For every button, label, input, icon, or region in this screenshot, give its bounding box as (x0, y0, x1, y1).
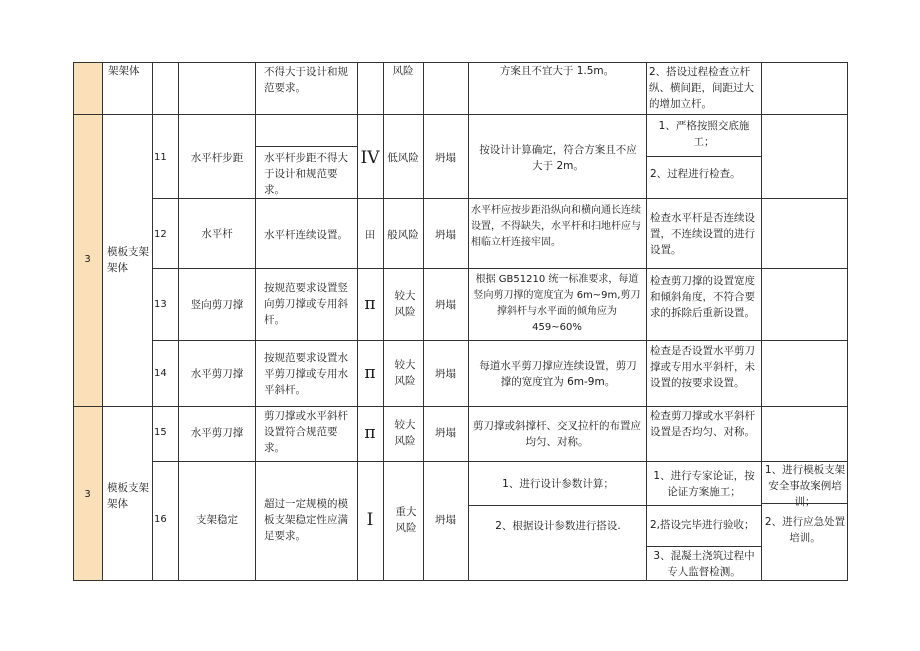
row13-level: 较大风险 (394, 290, 416, 318)
row14-check: 检查是否设置水平剪刀撑或专用水平斜杆，未设置的按要求设置。 (650, 345, 755, 389)
row15-level: 较大风险 (394, 419, 416, 447)
row12-hazard: 坍塌 (435, 229, 456, 241)
row12-symbol: 田 (364, 229, 376, 241)
row11-hazard: 坍塌 (435, 152, 456, 164)
row12-level: 般风险 (387, 229, 419, 241)
row14-symbol: π (364, 363, 376, 383)
row14-hazard: 坍塌 (435, 368, 456, 380)
row16-check-3: 3、混凝土浇筑过程中专人监督检测。 (653, 550, 755, 578)
row11-check-1: 1、严格按照交底施工； (658, 120, 750, 148)
top-standard: 不得大于设计和规范要求。 (264, 66, 348, 94)
row11-basis: 按设计计算确定，符合方案且不应大于 2m。 (479, 144, 637, 172)
row11-check-2: 2、过程进行检查。 (650, 168, 741, 180)
seq-shade-top (73, 62, 102, 114)
group2-category: 模板支架架体 (107, 482, 149, 510)
row12-basis: 水平杆应按步距沿纵向和横向通长连续设置，不得缺失，水平杆和扫地杆应与相临立杆连接牢固。 (471, 205, 641, 248)
top-basis: 方案且不宜大于 1.5m。 (499, 65, 615, 77)
row16-standard: 超过一定规模的模板支架稳定性应满足要求。 (264, 498, 348, 542)
row15-symbol: π (364, 423, 376, 443)
row16-symbol: I (366, 510, 374, 530)
group2-seq: 3 (84, 489, 91, 500)
top-check: 2、搭设过程检查立杆纵、横间距，间距过大的增加立杆。 (649, 66, 754, 110)
row13-standard: 按规范要求设置竖向剪刀撑或专用斜杆。 (264, 282, 348, 326)
row16-check-2: 2,搭设完毕进行验收； (650, 519, 755, 531)
row16-check-1: 1、进行专家论证，按论证方案施工； (653, 470, 755, 498)
row11-no: 11 (154, 152, 167, 163)
row12-item: 水平杆 (201, 228, 233, 240)
row11-item: 水平杆步距 (190, 152, 244, 164)
row14-standard: 按规范要求设置水平剪刀撑或专用水平斜杆。 (264, 352, 348, 396)
row12-no: 12 (154, 229, 167, 240)
row16-basis-1: 1、进行设计参数计算； (502, 478, 614, 490)
top-category: 架架体 (108, 65, 140, 77)
group1-seq: 3 (84, 254, 91, 265)
row16-extra-1: 1、进行模板支架安全事故案例培训； (764, 464, 846, 508)
row14-level: 较大风险 (394, 359, 416, 387)
row15-no: 15 (154, 427, 167, 438)
row15-basis: 剪刀撑或斜撑杆、交叉拉杆的布置应均匀、对称。 (473, 420, 641, 448)
row13-basis: 根据 GB51210 统一标准要求，每道竖向剪刀撑的宽度宜为 6m~9m,剪刀撑斜杆与水平面的倾角应为 459~60% (473, 274, 641, 333)
row16-no: 16 (154, 514, 167, 525)
row12-standard: 水平杆连续设置。 (264, 229, 348, 241)
row13-no: 13 (154, 299, 167, 310)
row15-hazard: 坍塌 (435, 427, 456, 439)
row14-item: 水平剪刀撑 (190, 368, 244, 380)
row15-item: 水平剪刀撑 (190, 427, 244, 439)
row13-hazard: 坍塌 (435, 299, 456, 311)
top-level: 风险 (392, 65, 414, 77)
group1-category: 模板支架架体 (107, 246, 149, 274)
row15-standard: 剪刀撑或水平斜杆设置符合规范要求。 (264, 410, 348, 454)
row16-item: 支架稳定 (196, 514, 238, 526)
row16-hazard: 坍塌 (435, 514, 456, 526)
row14-basis: 每道水平剪刀撑应连续设置，剪刀撑的宽度宜为 6m-9m。 (479, 360, 637, 388)
row14-no: 14 (154, 368, 167, 379)
row16-level: 重大风险 (395, 506, 417, 534)
row11-level: 低风险 (387, 152, 419, 164)
row13-check: 检查剪刀撑的设置宽度和倾斜角度，不符合要求的拆除后重新设置。 (650, 275, 755, 319)
row13-symbol: π (364, 294, 376, 314)
row16-extra-2: 2、进行应急处置培训。 (764, 516, 846, 544)
row13-item: 竖向剪刀撑 (190, 299, 244, 311)
row11-symbol: IV (360, 148, 380, 168)
row11-standard: 水平杆步距不得大于设计和规范要求。 (264, 152, 348, 196)
row15-check: 检查剪刀撑或水平斜杆设置是否均匀、对称。 (650, 410, 755, 438)
row16-basis-2: 2、根据设计参数进行搭设. (495, 520, 621, 532)
row12-check: 检查水平杆是否连续设置，不连续设置的进行设置。 (650, 212, 755, 256)
